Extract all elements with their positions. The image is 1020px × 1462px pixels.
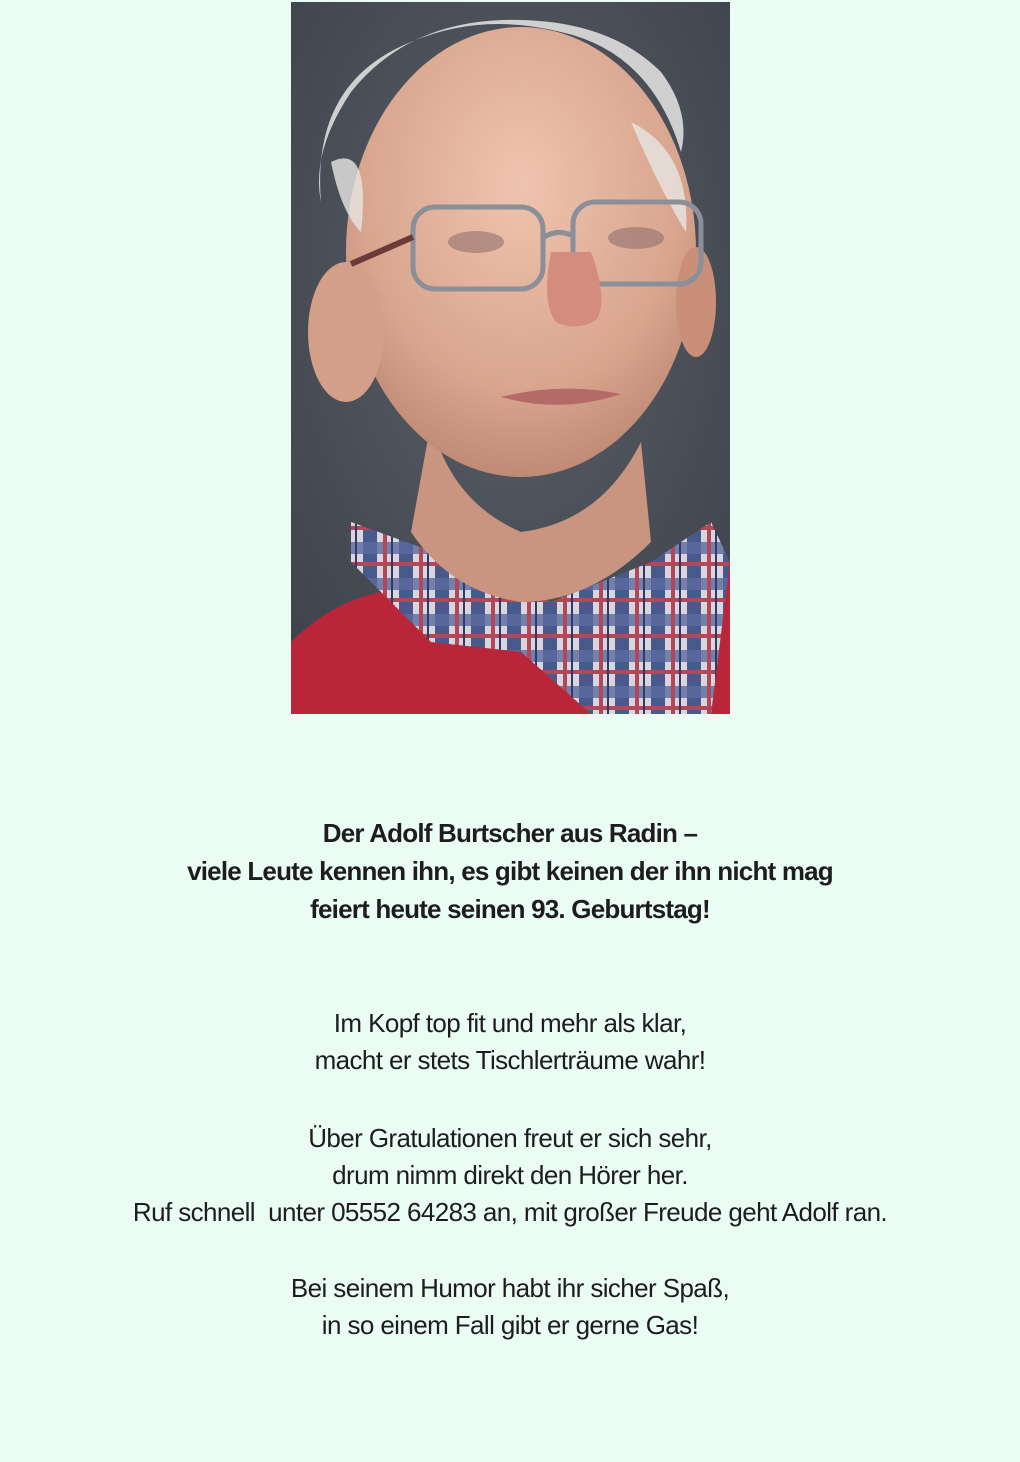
headline-line-3: feiert heute seinen 93. Geburtstag!	[310, 894, 710, 924]
portrait-photo	[291, 2, 730, 714]
verse-2-line-3-phone: Ruf schnell unter 05552 64283 an, mit großer Freude geht Adolf ran.	[132, 1197, 888, 1227]
verse-1-line-2: macht er stets Tischlerträume wahr!	[314, 1045, 706, 1075]
verse-3-line-1: Bei seinem Humor habt ihr sicher Spaß,	[290, 1273, 730, 1303]
headline-line-1: Der Adolf Burtscher aus Radin –	[322, 818, 698, 848]
headline	[0, 814, 1020, 928]
verse-2	[0, 1120, 1020, 1231]
verse-2-line-2: drum nimm direkt den Hörer her.	[332, 1160, 688, 1190]
headline-line-2: viele Leute kennen ihn, es gibt keinen der ihn nicht mag	[187, 856, 833, 886]
verse-2-line-1: Über Gratulationen freut er sich sehr,	[308, 1123, 712, 1153]
verse-1	[0, 1005, 1020, 1079]
portrait-illustration	[291, 2, 730, 714]
verse-3-line-2: in so einem Fall gibt er gerne Gas!	[321, 1310, 699, 1340]
verse-3	[0, 1270, 1020, 1344]
verse-1-line-1: Im Kopf top fit und mehr als klar,	[333, 1008, 687, 1038]
